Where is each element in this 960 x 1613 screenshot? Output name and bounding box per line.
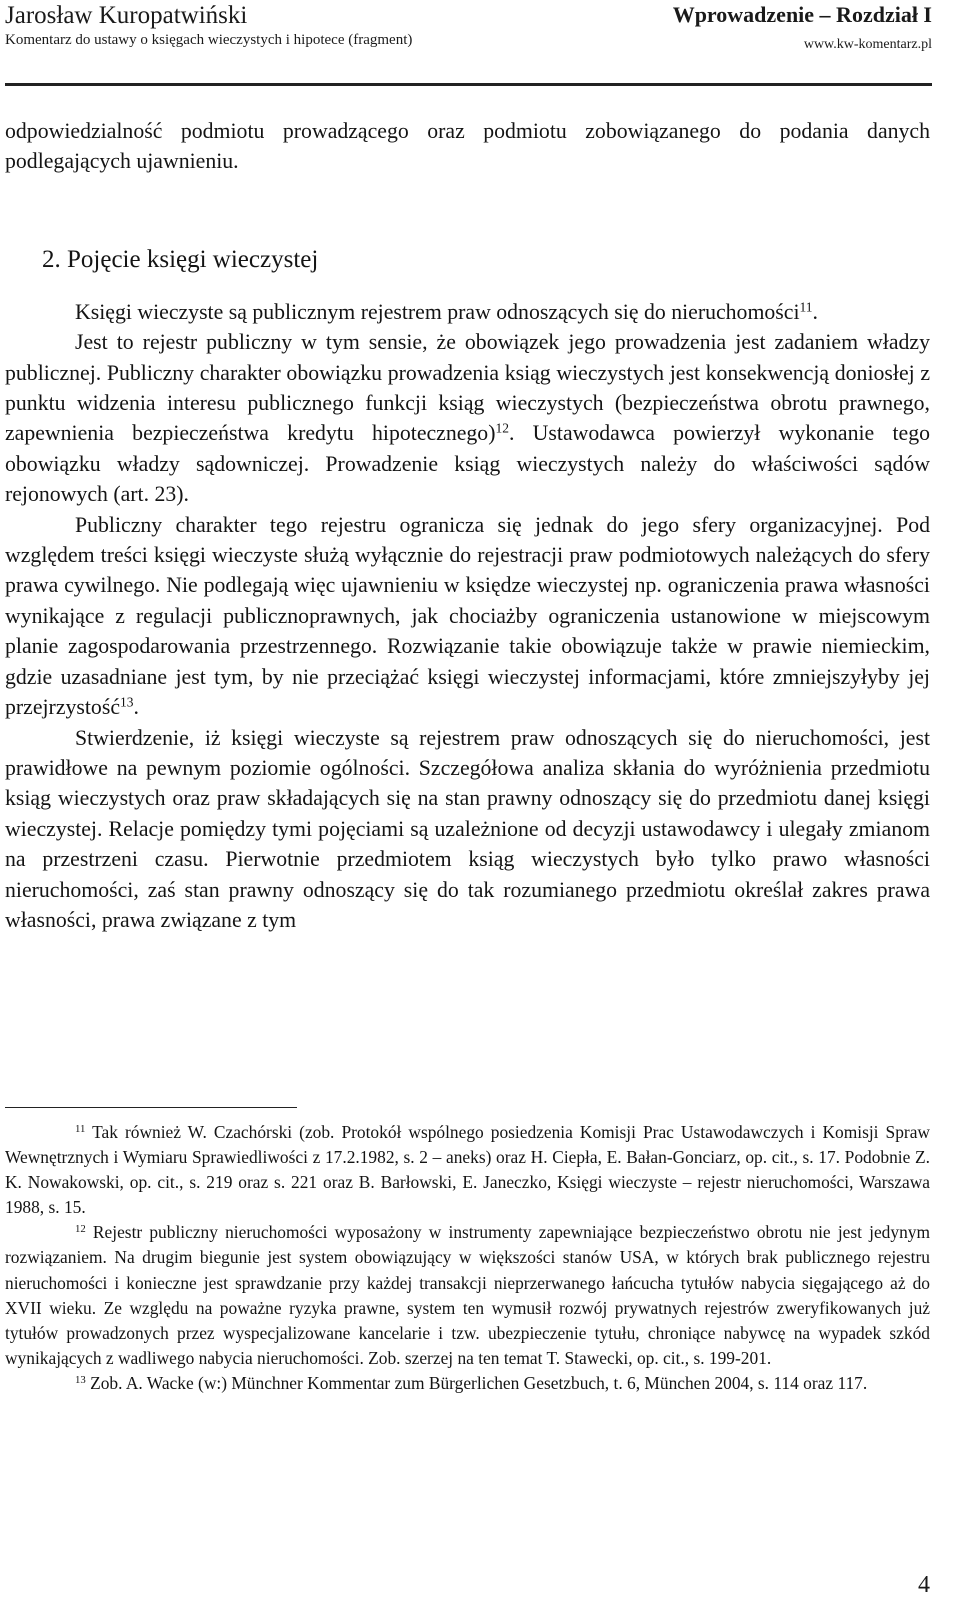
footnote-12 (5, 1220, 930, 1371)
footnote-ref-11[interactable]: 11 (799, 299, 813, 315)
footnote-text: Tak również W. Czachórski (zob. Protokół wspólnego posiedzenia Komisji Prac Ustawodawczych i Komisji Spraw Wewnętrznych i Wymiaru Sprawiedliwości z 17.2.1982, s. 2 – aneks) oraz H. Ciepła, E. Bałan-Gonciarz, op. cit., s. 17. Podobnie Z. K. Nowakowski, op. cit., s. 219 oraz s. 221 oraz B. Barłowski, E. Janeczko, Księgi wieczyste – rejestr nieruchomości, Warszawa 1988, s. 15. (5, 1122, 930, 1218)
paragraph-3-end: . (133, 695, 139, 720)
footnote-13 (5, 1371, 930, 1396)
page-number: 4 (918, 1572, 930, 1598)
footnote-ref-12[interactable]: 12 (495, 421, 509, 437)
paragraph-2-end: . Ustawodawca powierzył wykonanie tego obowiązku władzy sądowniczej. Prowadzenie ksiąg wieczystych należy do właściwości sądów rejonowych (art. 23). (5, 421, 930, 507)
footnote-text: Zob. A. Wacke (w:) Münchner Kommentar zum Bürgerlichen Gesetzbuch, t. 6, München 2004, s. 114 oraz 117. (85, 1372, 868, 1393)
main-text (5, 116, 930, 935)
footnote-text: Rejestr publiczny nieruchomości wyposażony w instrumenty zapewniające bezpieczeństwo obrotu nie jest jedynym rozwiązaniem. Na drugim biegunie jest system obowiązujący w większości stanów USA, w których brak publicznego rejestru nieruchomości i konieczne jest sprawdzanie przy każdej transakcji nieprzerwanego łańcucha tytułów nabycia sięgającego aż do XVII wieku. Ze względu na poważne ryzyka prawne, system ten wymusił rozwój prywatnych rejestrów zweryfikowanych już tytułów prowadzonych przez wyspecjalizowane kancelarie i tzw. ubezpieczenie tytułu, chroniące nabywcę na wypadek szkód wynikających z wadliwego nabycia nieruchomości. Zob. szerzej na ten temat T. Stawecki, op. cit., s. 199-201. (5, 1222, 930, 1368)
paragraph-3 (5, 510, 930, 723)
footnote-11 (5, 1120, 930, 1220)
section-title: 2. Pojęcie księgi wieczystej (42, 245, 319, 273)
page-header (5, 0, 932, 84)
paragraph-1-text: Księgi wieczyste są publicznym rejestrem praw odnoszących się do nieruchomości (75, 299, 800, 324)
footnote-number: 12 (75, 1223, 86, 1236)
header-author: Jarosław Kuropatwiński (5, 2, 248, 29)
paragraph-2 (5, 327, 930, 509)
paragraph-2-text: Jest to rejestr publiczny w tym sensie, że obowiązek jego prowadzenia jest zadaniem władzy publicznej. Publiczny charakter obowiązku prowadzenia ksiąg wieczystych jest konsekwencją doniosłej z punktu widzenia interesu publicznego funkcji ksiąg wieczystych (bezpieczeństwa obrotu prawnego, zapewnienia bezpieczeństwa kredytu hipotecznego) (5, 330, 930, 446)
paragraph-3-text: Publiczny charakter tego rejestru ogranicza się jednak do jego sfery organizacyjnej. Pod względem treści księgi wieczyste służą wyłącznie do rejestracji praw podmiotowych należących do sfery prawa cywilnego. Nie podlegają więc ujawnieniu w księdze wieczystej np. ograniczenia prawa własności wynikające z regulacji publicznoprawnych, jak chociażby ograniczenia ustanowione w miejscowym planie zagospodarowania przestrzennego. Rozwiązanie takie obowiązuje także w prawie niemieckim, gdzie uzasadniane jest tym, by nie przeciążać księgi wieczystej informacjami, które zmniejszyłyby jej przejrzystość (5, 512, 930, 720)
header-rule (5, 83, 932, 86)
paragraph-intro: odpowiedzialność podmiotu prowadzącego oraz podmiotu zobowiązanego do podania danych podlegających ujawnieniu. (5, 119, 930, 174)
header-url[interactable]: www.kw-komentarz.pl (803, 37, 932, 52)
paragraph-1-end: . (812, 299, 818, 324)
footnotes (5, 1120, 930, 1396)
footnote-number: 13 (75, 1374, 86, 1387)
footnote-number: 11 (75, 1123, 86, 1136)
header-chapter: Wprowadzenie – Rozdział I (672, 2, 932, 27)
paragraph-4: Stwierdzenie, iż księgi wieczyste są rejestrem praw odnoszących się do nieruchomości, jest prawidłowe na pewnym poziomie ogólności. Szczegółowa analiza skłania do wyróżnienia przedmiotu ksiąg wieczystych oraz praw składających się na stan prawny odnoszący się do przedmiotu danej księgi wieczystej. Relacje pomiędzy tymi pojęciami są uzależnione od decyzji ustawodawcy i ulegały zmianom na przestrzeni czasu. Pierwotnie przedmiotem ksiąg wieczystych było tylko prawo własności nieruchomości, zaś stan prawny odnoszący się do tak rozumianego przedmiotu określał zakres prawa własności, prawa związane z tym (5, 725, 930, 932)
footnote-ref-13[interactable]: 13 (120, 694, 134, 710)
footnote-separator (5, 1107, 297, 1108)
paragraph-1 (5, 297, 930, 327)
header-subtitle: Komentarz do ustawy o księgach wieczystych i hipotece (fragment) (5, 32, 413, 48)
